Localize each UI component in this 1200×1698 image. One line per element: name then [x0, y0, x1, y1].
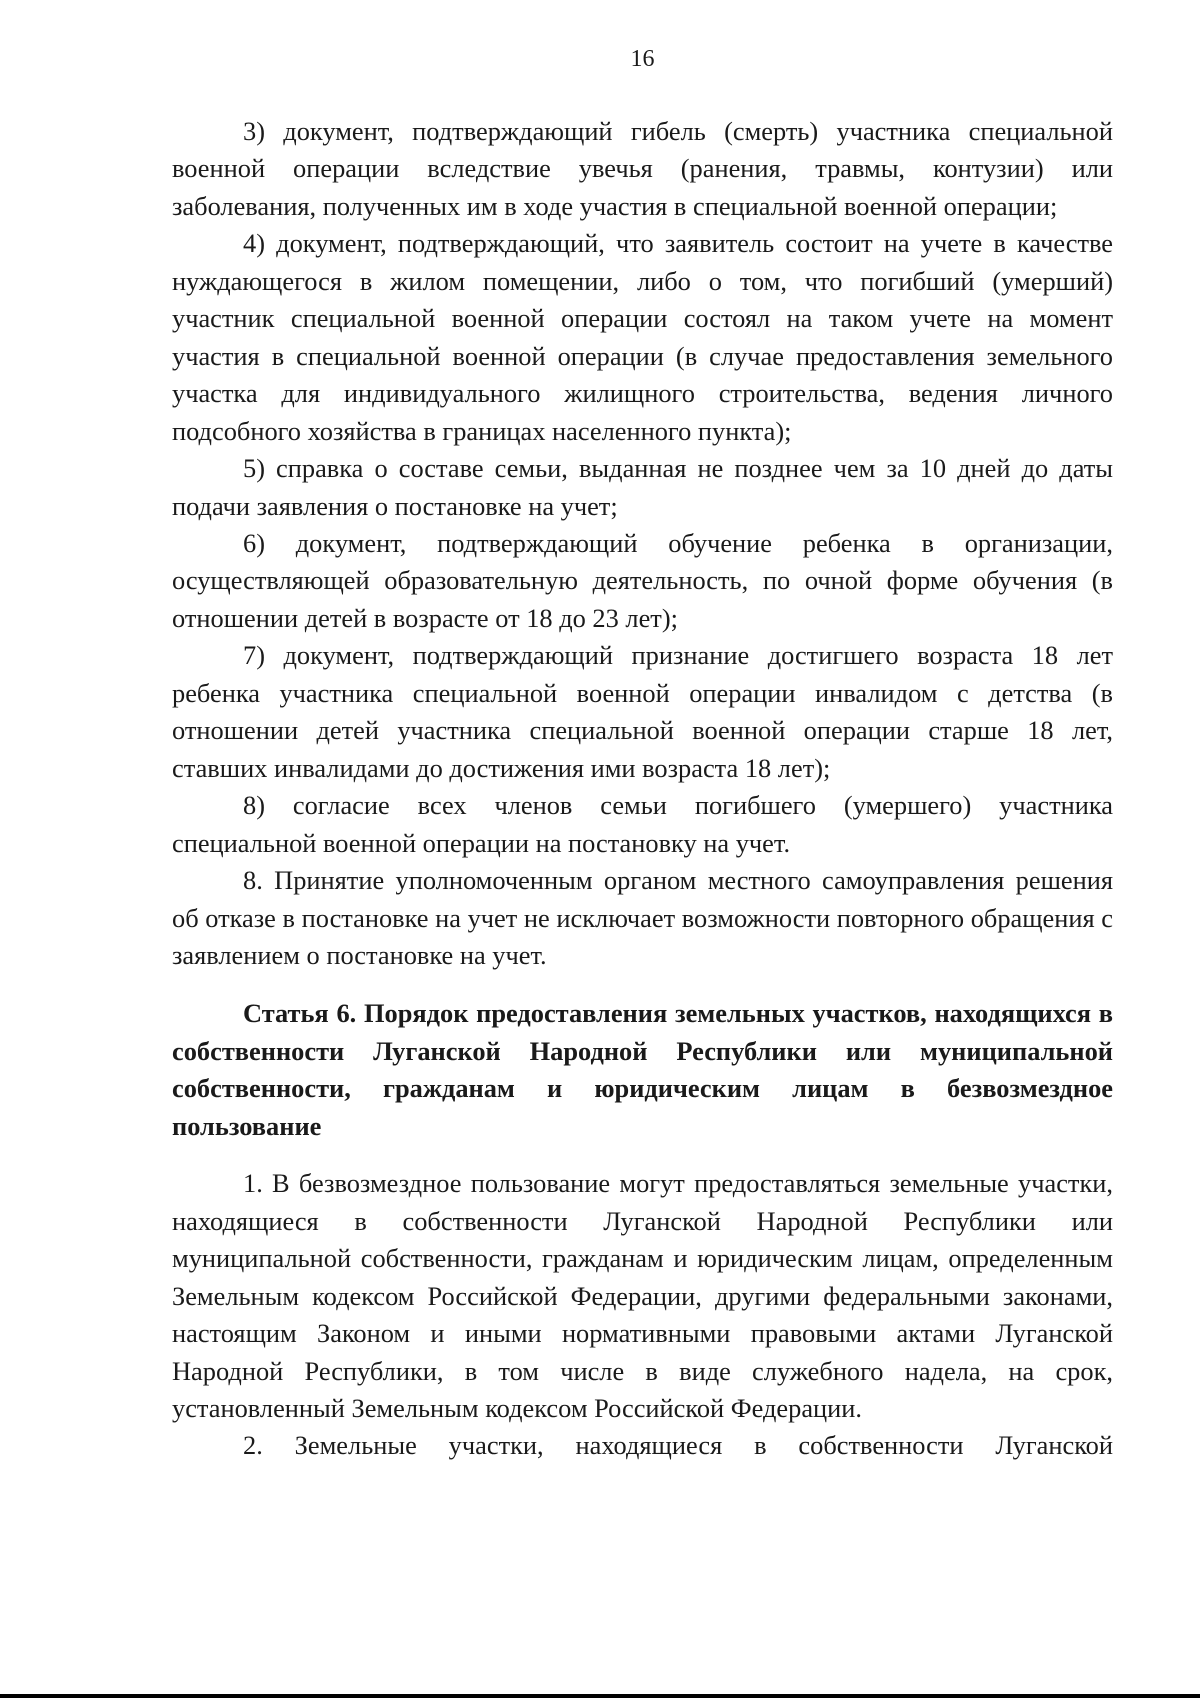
- paragraph-section-8: 8. Принятие уполномоченным органом местного самоуправления решения об отказе в постановке на учет не исключает возможности повторного обращения с заявлением о постановке на учет.: [172, 865, 1113, 970]
- paragraph-section-1: 1. В безвозмездное пользование могут предоставляться земельные участки, находящиеся в собственности Луганской Народной Республики или муниципальной собственности, гражданам и юридическим лицам, определенным Земельным кодексом Российской Федерации, другими федеральными законами, настоящим Законом и иными нормативными правовыми актами Луганской Народной Республики, в том числе в виде служебного надела, на срок, установленный Земельным кодексом Российской Федерации.: [172, 1168, 1113, 1423]
- paragraph-item-8: 8) согласие всех членов семьи погибшего (умершего) участника специальной военной операции на постановку на учет.: [172, 790, 1113, 858]
- paragraph-item-4: 4) документ, подтверждающий, что заявитель состоит на учете в качестве нуждающегося в жилом помещении, либо о том, что погибший (умерший) участник специальной военной операции состоял на таком учете на момент участия в специальной военной операции (в случае предоставления земельного участка для индивидуального жилищного строительства, ведения личного подсобного хозяйства в границах населенного пункта);: [172, 228, 1113, 446]
- page-bottom-rule: [0, 1694, 1200, 1698]
- paragraph-item-3: 3) документ, подтверждающий гибель (смерть) участника специальной военной операции вследствие увечья (ранения, травмы, контузии) или заболевания, полученных им в ходе участия в специальной военной операции;: [172, 116, 1113, 221]
- spacer: [172, 1145, 1113, 1165]
- spacer: [172, 974, 1113, 995]
- paragraph-item-6: 6) документ, подтверждающий обучение ребенка в организации, осуществляющей образовательную деятельность, по очной форме обучения (в отношении детей в возрасте от 18 до 23 лет);: [172, 527, 1113, 633]
- paragraph-section-2: 2. Земельные участки, находящиеся в собственности Луганской: [243, 1430, 1113, 1461]
- paragraph-item-5: 5) справка о составе семьи, выданная не позднее чем за 10 дней до даты подачи заявления о постановке на учет;: [172, 453, 1113, 521]
- paragraph-item-7: 7) документ, подтверждающий признание достигшего возраста 18 лет ребенка участника специальной военной операции инвалидом с детства (в отношении детей участника специальной военной операции старше 18 лет, ставших инвалидами до достижения ими возраста 18 лет);: [172, 640, 1113, 783]
- article-heading: Статья 6. Порядок предоставления земельных участков, находящихся в собственности Луганской Народной Республики или муниципальной собственности, гражданам и юридическим лицам в безвозмездное пользование: [172, 998, 1113, 1141]
- document-body: [172, 113, 1113, 1465]
- page-number: 16: [630, 46, 655, 72]
